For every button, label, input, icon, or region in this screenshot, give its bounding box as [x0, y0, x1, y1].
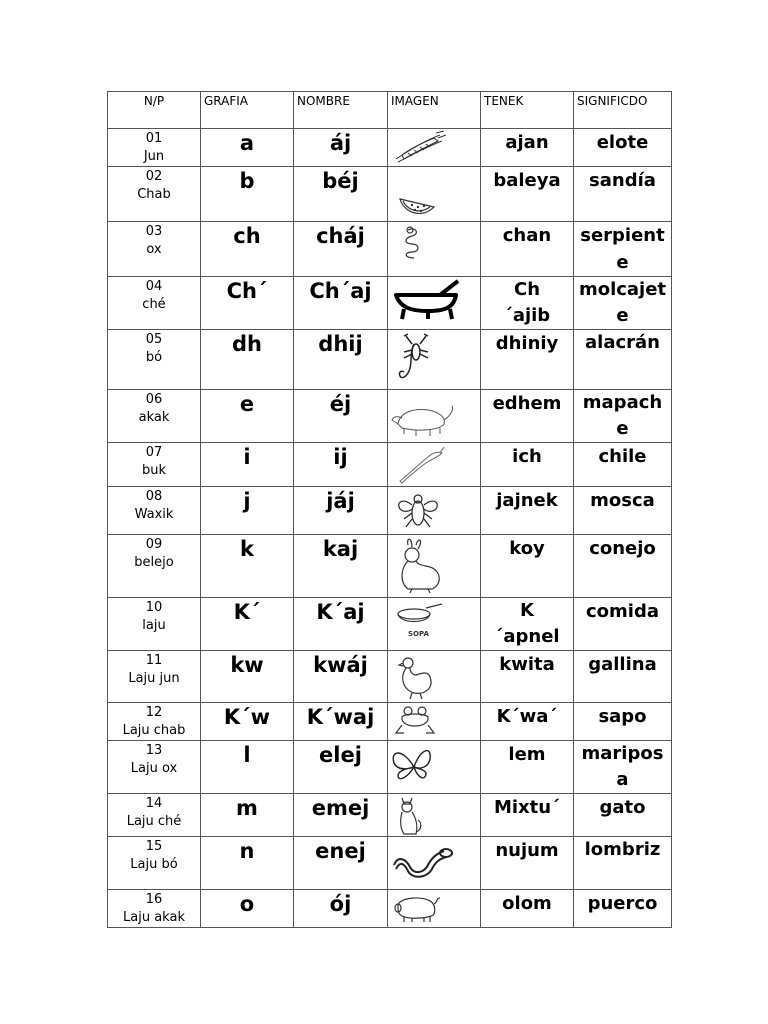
grafia-cell: l — [201, 741, 294, 794]
nombre-cell: kaj — [294, 535, 388, 598]
nombre-cell: elej — [294, 741, 388, 794]
alphabet-table — [107, 91, 672, 928]
nombre-cell: áj — [294, 129, 388, 167]
row-mayan-number: Jun — [143, 149, 165, 164]
row-number: 08 — [145, 489, 163, 504]
image-cell — [388, 890, 481, 928]
tenek-cell: jajnek — [481, 487, 574, 535]
significado-text: mariposa — [581, 743, 664, 790]
header-np: N/P — [108, 92, 201, 129]
nombre-cell: K´waj — [294, 703, 388, 741]
nombre-cell: dhij — [294, 330, 388, 390]
nombre-cell: K´aj — [294, 598, 388, 651]
tenek-cell: nujum — [481, 837, 574, 890]
grafia-cell: Ch´ — [201, 277, 294, 330]
image-cell — [388, 741, 481, 794]
significado-cell — [574, 741, 672, 794]
table-row — [108, 487, 672, 535]
grafia-cell: o — [201, 890, 294, 928]
image-cell — [388, 837, 481, 890]
frog-icon — [388, 703, 448, 739]
grafia-cell: a — [201, 129, 294, 167]
significado-cell: puerco — [574, 890, 672, 928]
row-number: 14 — [145, 796, 163, 811]
tenek-cell: edhem — [481, 390, 574, 443]
np-cell — [108, 741, 201, 794]
nombre-cell: ij — [294, 443, 388, 487]
row-mayan-number: belejo — [134, 555, 174, 570]
np-cell — [108, 794, 201, 837]
significado-cell: gato — [574, 794, 672, 837]
nombre-cell: béj — [294, 167, 388, 222]
row-mayan-number: Waxik — [134, 507, 174, 522]
grafia-cell: k — [201, 535, 294, 598]
np-cell — [108, 390, 201, 443]
raccoon-icon — [388, 390, 458, 440]
table-row — [108, 167, 672, 222]
table-row — [108, 741, 672, 794]
row-mayan-number: Laju akak — [123, 910, 185, 925]
nombre-cell: jáj — [294, 487, 388, 535]
significado-cell — [574, 330, 672, 390]
row-number: 11 — [145, 653, 163, 668]
image-cell — [388, 794, 481, 837]
header-row — [108, 92, 672, 129]
np-cell — [108, 703, 201, 741]
table-row — [108, 651, 672, 703]
significado-cell: gallina — [574, 651, 672, 703]
tenek-cell: kwita — [481, 651, 574, 703]
table-row — [108, 330, 672, 390]
np-cell — [108, 129, 201, 167]
table-row — [108, 703, 672, 741]
header-imagen: IMAGEN — [388, 92, 481, 129]
row-mayan-number: bó — [145, 350, 163, 365]
significado-cell: conejo — [574, 535, 672, 598]
np-cell — [108, 330, 201, 390]
np-cell — [108, 487, 201, 535]
table-row — [108, 277, 672, 330]
row-number: 13 — [145, 743, 163, 758]
nombre-cell: ój — [294, 890, 388, 928]
significado-cell: sapo — [574, 703, 672, 741]
row-number: 05 — [145, 332, 163, 347]
grafia-cell: j — [201, 487, 294, 535]
np-cell — [108, 443, 201, 487]
np-cell — [108, 222, 201, 277]
significado-cell — [574, 222, 672, 277]
table-row — [108, 890, 672, 928]
image-cell — [388, 129, 481, 167]
row-number: 04 — [145, 279, 163, 294]
grafia-cell: b — [201, 167, 294, 222]
image-cell — [388, 222, 481, 277]
significado-cell — [574, 837, 672, 890]
row-number: 06 — [145, 392, 163, 407]
np-cell — [108, 167, 201, 222]
np-cell — [108, 890, 201, 928]
header-tenek: TENEK — [481, 92, 574, 129]
table-row — [108, 390, 672, 443]
image-cell — [388, 651, 481, 703]
tenek-cell: ich — [481, 443, 574, 487]
row-mayan-number: Chab — [137, 187, 171, 202]
grafia-cell: ch — [201, 222, 294, 277]
butterfly-icon — [388, 741, 448, 793]
table-row — [108, 598, 672, 651]
tenek-cell: K´wa´ — [481, 703, 574, 741]
row-mayan-number: ché — [142, 297, 166, 312]
nombre-cell: cháj — [294, 222, 388, 277]
np-cell — [108, 651, 201, 703]
significado-cell: sandía — [574, 167, 672, 222]
table-row — [108, 443, 672, 487]
image-cell — [388, 598, 481, 651]
significado-text: serpiente — [580, 225, 665, 273]
tenek-cell: baleya — [481, 167, 574, 222]
fly-icon — [388, 487, 448, 533]
row-number: 16 — [145, 892, 163, 907]
tenek-cell — [481, 277, 574, 330]
pig-icon — [388, 890, 448, 926]
header-nombre: NOMBRE — [294, 92, 388, 129]
row-number: 01 — [145, 131, 163, 146]
row-number: 12 — [145, 705, 163, 720]
np-cell — [108, 598, 201, 651]
hen-icon — [388, 651, 448, 701]
row-number: 07 — [145, 445, 163, 460]
row-mayan-number: Laju ché — [126, 814, 182, 829]
cat-icon — [388, 794, 448, 836]
row-number: 03 — [145, 224, 163, 239]
image-cell — [388, 330, 481, 390]
significado-cell: comida — [574, 598, 672, 651]
header-grafia: GRAFIA — [201, 92, 294, 129]
np-cell — [108, 837, 201, 890]
significado-cell: mosca — [574, 487, 672, 535]
image-cell — [388, 443, 481, 487]
worm-icon — [388, 837, 458, 889]
nombre-cell: éj — [294, 390, 388, 443]
table-row — [108, 129, 672, 167]
tenek-cell: ajan — [481, 129, 574, 167]
significado-cell: chile — [574, 443, 672, 487]
tenek-cell: olom — [481, 890, 574, 928]
tenek-cell: chan — [481, 222, 574, 277]
chili-icon — [388, 443, 448, 485]
grafia-cell: m — [201, 794, 294, 837]
nombre-cell: enej — [294, 837, 388, 890]
nombre-cell: emej — [294, 794, 388, 837]
significado-cell: elote — [574, 129, 672, 167]
grafia-cell: kw — [201, 651, 294, 703]
row-mayan-number: Laju chab — [122, 723, 186, 738]
grafia-cell: K´w — [201, 703, 294, 741]
row-mayan-number: laju — [142, 618, 166, 633]
row-mayan-number: Laju bó — [130, 857, 178, 872]
image-cell — [388, 390, 481, 443]
image-cell — [388, 167, 481, 222]
row-mayan-number: Laju jun — [128, 671, 180, 686]
tenek-text: K ´apnel — [494, 600, 560, 647]
food-bowl-icon — [388, 598, 448, 650]
grafia-cell: n — [201, 837, 294, 890]
image-cell — [388, 535, 481, 598]
sopa-label: SOPA — [408, 630, 429, 638]
table-row — [108, 794, 672, 837]
grafia-cell: K´ — [201, 598, 294, 651]
np-cell — [108, 535, 201, 598]
nombre-cell: kwáj — [294, 651, 388, 703]
tenek-cell: lem — [481, 741, 574, 794]
row-number: 10 — [145, 600, 163, 615]
significado-text: alacrán — [585, 332, 660, 353]
tenek-cell: dhiniy — [481, 330, 574, 390]
row-mayan-number: akak — [138, 410, 170, 425]
grafia-cell: dh — [201, 330, 294, 390]
row-number: 09 — [145, 537, 163, 552]
table-row — [108, 837, 672, 890]
grafia-cell: i — [201, 443, 294, 487]
significado-cell — [574, 277, 672, 330]
image-cell — [388, 277, 481, 330]
row-mayan-number: ox — [146, 242, 162, 257]
rabbit-icon — [388, 535, 448, 597]
row-mayan-number: buk — [141, 463, 167, 478]
np-cell — [108, 277, 201, 330]
significado-text: molcajete — [578, 279, 667, 326]
image-cell — [388, 487, 481, 535]
watermelon-icon — [388, 167, 448, 221]
significado-text: lombriz — [584, 839, 661, 860]
scorpion-icon — [388, 330, 448, 388]
grafia-cell: e — [201, 390, 294, 443]
significado-text: mapache — [582, 392, 663, 439]
header-significado: SIGNIFICDO — [574, 92, 672, 129]
nombre-cell: Ch´aj — [294, 277, 388, 330]
tenek-cell — [481, 598, 574, 651]
row-number: 15 — [145, 839, 163, 854]
tenek-text: Ch ´ajib — [503, 279, 551, 326]
corn-icon — [388, 129, 448, 165]
tenek-cell: koy — [481, 535, 574, 598]
table-row — [108, 222, 672, 277]
snake-icon — [388, 222, 448, 274]
row-number: 02 — [145, 169, 163, 184]
molcajete-icon — [388, 277, 468, 327]
image-cell — [388, 703, 481, 741]
tenek-cell: Mixtu´ — [481, 794, 574, 837]
significado-cell — [574, 390, 672, 443]
row-mayan-number: Laju ox — [130, 761, 178, 776]
table-row — [108, 535, 672, 598]
